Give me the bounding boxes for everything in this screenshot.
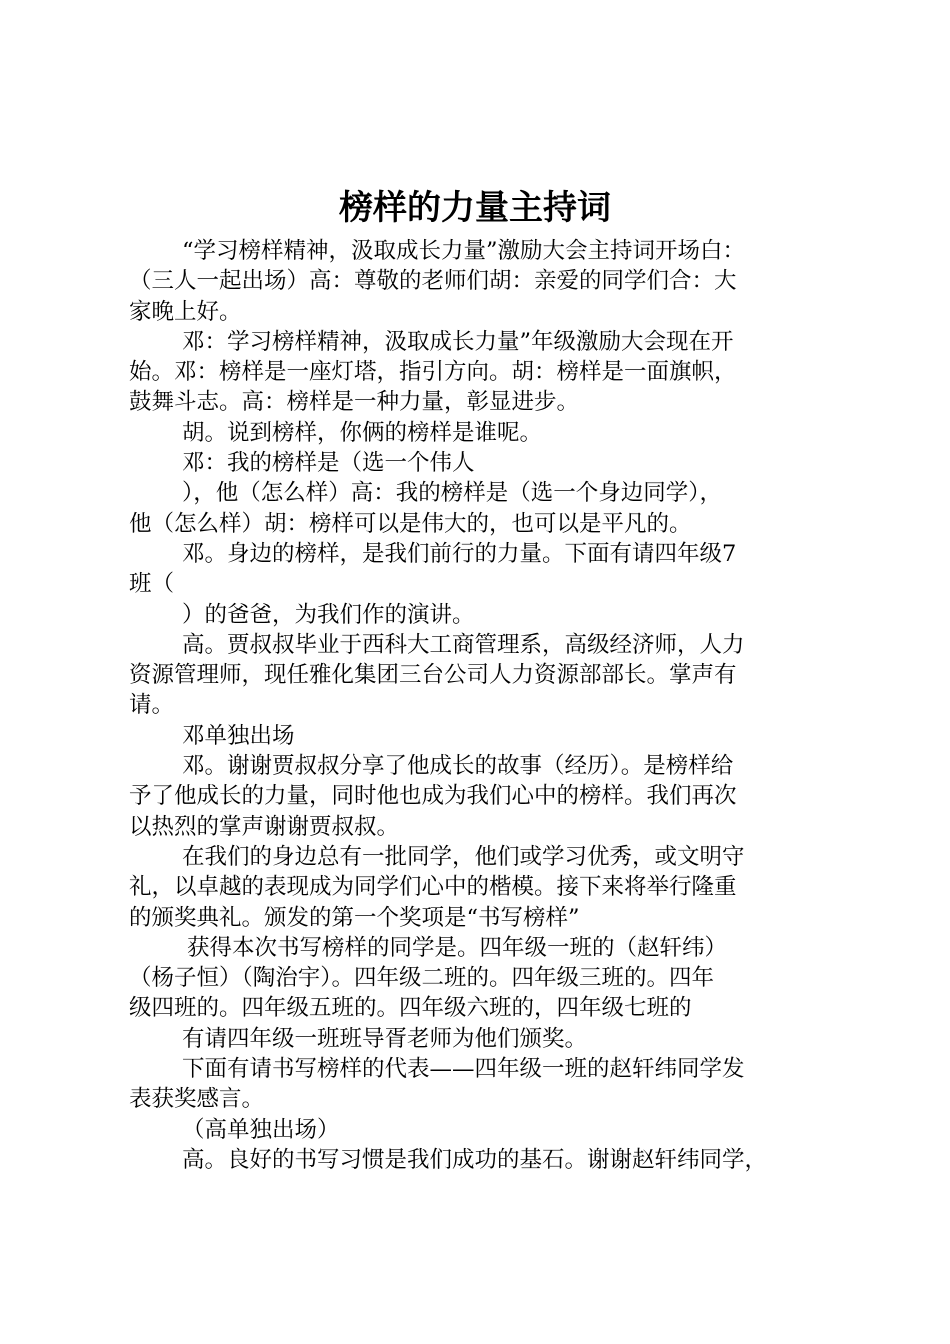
text-line: 以热烈的掌声谢谢贾叔叔。 [129, 813, 400, 840]
text-line: 邓：我的榜样是（选一个伟人 [182, 450, 475, 477]
text-line: 予了他成长的力量，同时他也成为我们心中的榜样。我们再次 [129, 783, 737, 810]
text-line: 在我们的身边总有一批同学，他们或学习优秀，或文明守 [182, 843, 745, 870]
text-line: “学习榜样精神，汲取成长力量”激励大会主持词开场白： [182, 238, 746, 264]
text-line: 下面有请书写榜样的代表——四年级一班的赵轩纬同学发 [182, 1056, 745, 1083]
text-line: 家晚上好。 [129, 298, 242, 325]
text-line: 获得本次书写榜样的同学是。四年级一班的（赵轩纬） [187, 934, 728, 961]
text-line: 礼，以卓越的表现成为同学们心中的楷模。接下来将举行隆重 [129, 874, 737, 901]
text-line: 高。贾叔叔毕业于西科大工商管理系，高级经济师，人力 [182, 631, 745, 658]
text-line: （高单独出场） [182, 1116, 340, 1143]
text-line: （杨子恒）（陶治宇）。四年级二班的。四年级三班的。四年 [129, 965, 715, 992]
text-line: 表获奖感言。 [129, 1086, 265, 1113]
text-line: 他（怎么样）胡：榜样可以是伟大的，也可以是平凡的。 [129, 510, 692, 537]
text-line: 始。邓：榜样是一座灯塔，指引方向。胡：榜样是一面旗帜， [129, 359, 737, 386]
text-line: 邓。身边的榜样，是我们前行的力量。下面有请四年级7 [182, 540, 737, 567]
text-line: 的颁奖典礼。颁发的第一个奖项是“书写榜样” [129, 904, 580, 931]
document-body [129, 236, 829, 1175]
text-line: 邓。谢谢贾叔叔分享了他成长的故事（经历）。是榜样给 [182, 753, 734, 780]
text-line: 邓单独出场 [182, 722, 295, 749]
text-line: 资源管理师，现任雅化集团三台公司人力资源部部长。掌声有 [129, 662, 737, 689]
text-line: ），他（怎么样）高：我的榜样是（选一个身边同学）， [182, 480, 723, 507]
text-line: 胡。说到榜样，你俩的榜样是谁呢。 [182, 419, 543, 446]
document-title: 榜样的力量主持词 [339, 188, 611, 228]
text-line: ）的爸爸，为我们作的演讲。 [182, 601, 475, 628]
text-line: 班（ [129, 571, 175, 598]
text-line: 邓：学习榜样精神，汲取成长力量”年级激励大会现在开 [182, 328, 734, 355]
text-line: 级四班的。四年级五班的。四年级六班的，四年级七班的 [129, 995, 692, 1022]
text-line: 高。良好的书写习惯是我们成功的基石。谢谢赵轩纬同学， [182, 1146, 768, 1173]
text-line: （三人一起出场）高：尊敬的老师们胡：亲爱的同学们合：大 [129, 268, 737, 295]
text-line: 有请四年级一班班导胥老师为他们颁奖。 [182, 1025, 588, 1052]
text-line: 鼓舞斗志。高：榜样是一种力量，彰显进步。 [129, 389, 580, 416]
text-line: 请。 [129, 692, 175, 719]
